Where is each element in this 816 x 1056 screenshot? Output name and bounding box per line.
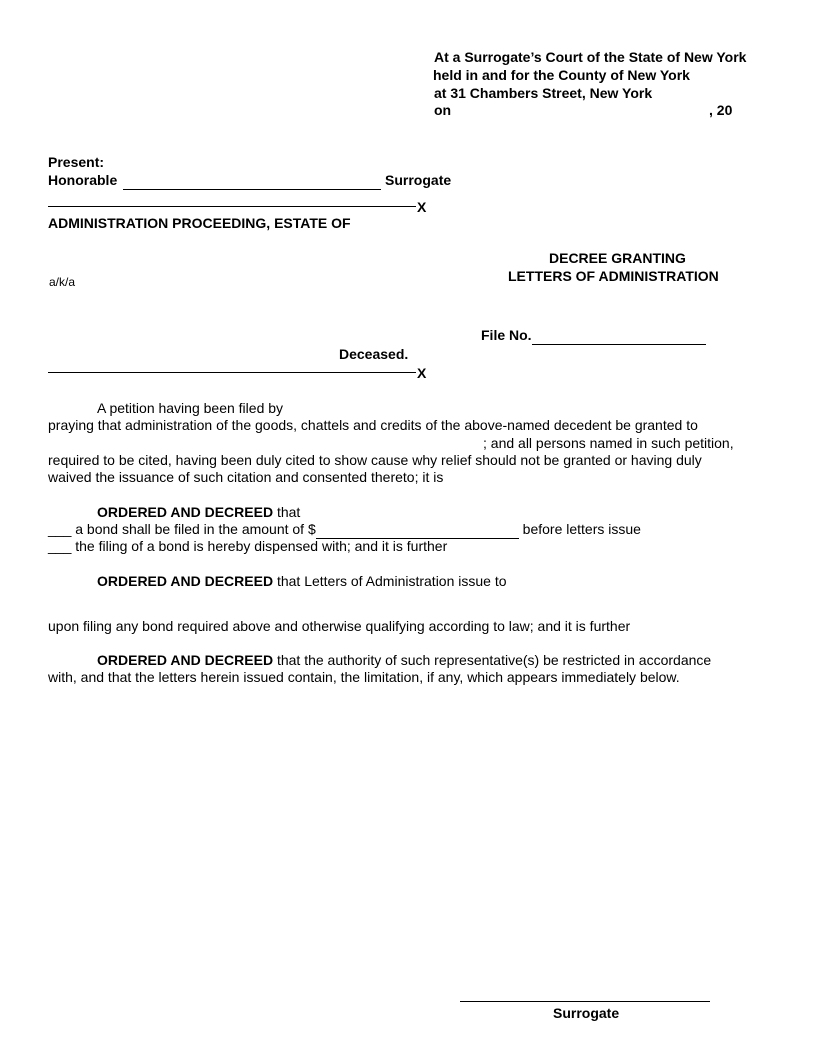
caption-bottom-rule xyxy=(48,372,416,373)
signature-label: Surrogate xyxy=(553,1005,620,1021)
file-no-line xyxy=(481,327,706,345)
petition-line-5: waived the issuance of such citation and consented thereto; it is xyxy=(48,469,444,485)
file-no-label: File No. xyxy=(481,327,532,343)
deceased-label: Deceased. xyxy=(339,346,409,362)
letters-order xyxy=(97,573,507,590)
file-no-blank[interactable] xyxy=(532,327,706,345)
bond-option-1-text: a bond shall be filed in the amount of $ xyxy=(71,521,316,537)
ordered-decreed-1: ORDERED AND DECREED xyxy=(97,504,274,520)
present-label: Present: xyxy=(48,154,105,170)
petition-line-2: praying that administration of the goods, chattels and credits of the above-named decedent be granted to xyxy=(48,417,698,433)
bond-option-2 xyxy=(48,538,447,555)
ordered-decreed-2: ORDERED AND DECREED xyxy=(97,573,274,589)
caption-x-bottom: X xyxy=(417,365,427,381)
petition-line-4: required to be cited, having been duly cited to show cause why relief should not be granted or having duly xyxy=(48,452,702,468)
honorable-label: Honorable xyxy=(48,172,118,188)
honorable-line xyxy=(48,172,451,190)
court-date-on: on xyxy=(434,102,452,118)
bond-option-2-checkbox[interactable]: ___ xyxy=(48,538,72,554)
court-line-3: at 31 Chambers Street, New York xyxy=(434,85,653,101)
bond-option-1 xyxy=(48,521,641,539)
authority-order-line-1 xyxy=(97,652,711,669)
ordered-that: that xyxy=(273,504,301,520)
court-line-1: At a Surrogate’s Court of the State of New York xyxy=(434,49,747,65)
court-date-year: , 20 xyxy=(709,102,733,118)
bond-amount-blank[interactable] xyxy=(316,521,519,539)
bond-option-2-text: the filing of a bond is hereby dispensed with; and it is further xyxy=(71,538,448,554)
decree-title-1: DECREE GRANTING xyxy=(549,250,686,266)
surrogate-name-blank[interactable] xyxy=(123,172,381,190)
authority-order-line-2: with, and that the letters herein issued contain, the limitation, if any, which appears immediately below. xyxy=(48,669,680,685)
petition-line-3: ; and all persons named in such petition, xyxy=(483,435,734,451)
ordered-decreed-3: ORDERED AND DECREED xyxy=(97,652,274,668)
letters-order-text: that Letters of Administration issue to xyxy=(273,573,507,589)
authority-text-1: that the authority of such representative(s) be restricted in accordance xyxy=(273,652,712,668)
petition-line-1: A petition having been filed by xyxy=(97,400,284,416)
decree-title-2: LETTERS OF ADMINISTRATION xyxy=(508,268,719,284)
caption-top-rule xyxy=(48,206,416,207)
signature-line[interactable] xyxy=(460,1001,710,1002)
caption-x-top: X xyxy=(417,199,427,215)
court-line-2: held in and for the County of New York xyxy=(433,67,690,83)
proceeding-title: ADMINISTRATION PROCEEDING, ESTATE OF xyxy=(48,215,351,231)
bond-order-heading xyxy=(97,504,300,521)
aka-label: a/k/a xyxy=(49,275,76,289)
surrogate-title: Surrogate xyxy=(385,172,452,188)
bond-option-1-checkbox[interactable]: ___ xyxy=(48,521,72,537)
upon-filing-text: upon filing any bond required above and otherwise qualifying according to law; and it is further xyxy=(48,618,631,634)
bond-option-1-suffix: before letters issue xyxy=(518,521,641,537)
